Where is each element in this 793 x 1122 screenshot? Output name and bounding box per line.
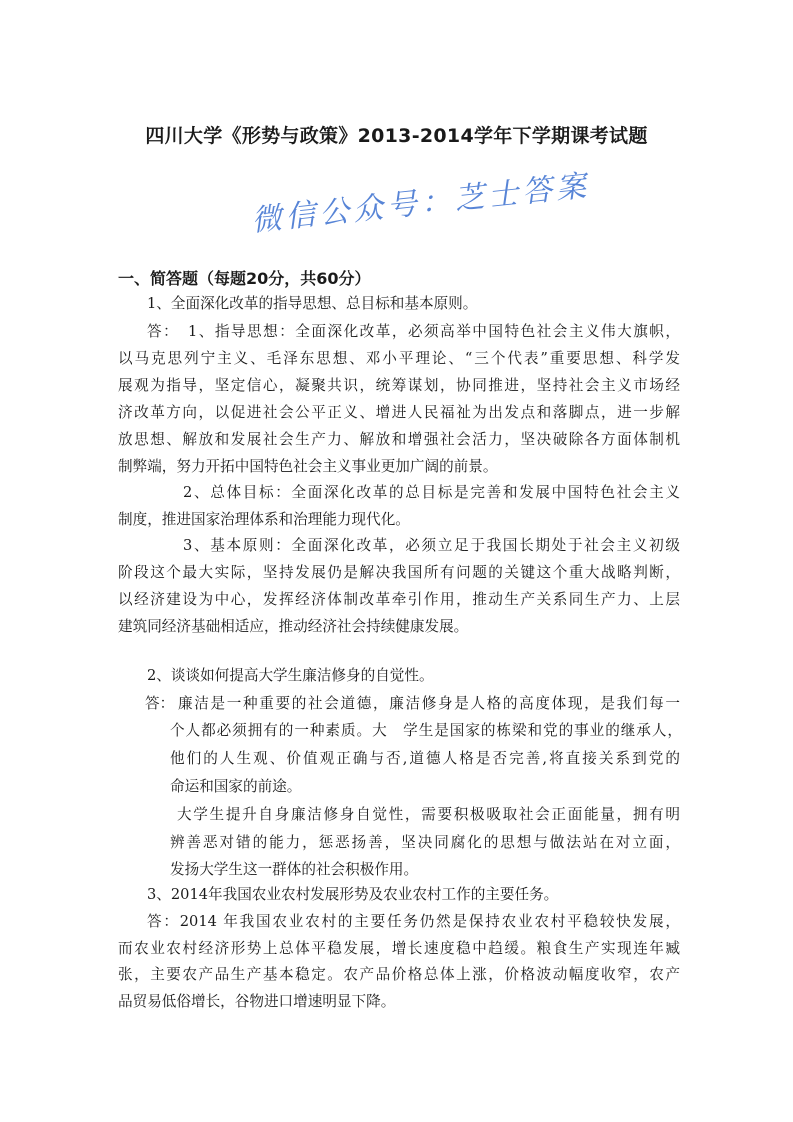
answer-line: 他们的人生观、价值观正确与否,道德人格是否完善,将直接关系到党的 xyxy=(170,750,680,767)
answer-line: 阶段这个最大实际，坚持发展仍是解决我国所有问题的关键这个重大战略判断， xyxy=(118,564,680,581)
answer-line: 发扬大学生这一群体的社会积极作用。 xyxy=(170,861,419,878)
answer-line: 3、基本原则：全面深化改革，必须立足于我国长期处于社会主义初级 xyxy=(183,537,680,554)
question-2: 2、谈谈如何提高大学生廉洁修身的自觉性。 xyxy=(147,667,434,684)
answer-line: 命运和国家的前途。 xyxy=(170,778,302,795)
answer-line: 答：2014 年我国农业农村的主要任务仍然是保持农业农村平稳较快发展， xyxy=(147,913,680,930)
page-title: 四川大学《形势与政策》2013-2014学年下学期课考试题 xyxy=(145,125,648,147)
answer-line: 答： 1、指导思想：全面深化改革，必须高举中国特色社会主义伟大旗帜， xyxy=(147,323,680,340)
section-heading: 一、简答题（每题20分，共60分） xyxy=(118,269,371,288)
watermark: 微信公众号：芝士答案 xyxy=(249,168,592,239)
answer-line: 大学生提升自身廉洁修身自觉性，需要积极吸取社会正面能量，拥有明 xyxy=(177,806,680,823)
answer-line: 2、总体目标：全面深化改革的总目标是完善和发展中国特色社会主义 xyxy=(183,484,680,501)
answer-line: 张，主要农产品生产基本稳定。农产品价格总体上涨，价格波动幅度收窄，农产 xyxy=(118,966,680,983)
answer-line: 而农业农村经济形势上总体平稳发展，增长速度稳中趋缓。粮食生产实现连年臧 xyxy=(118,940,680,957)
answer-line: 制度，推进国家治理体系和治理能力现代化。 xyxy=(118,511,410,528)
answer-line: 建筑同经济基础相适应，推动经济社会持续健康发展。 xyxy=(118,618,469,635)
question-3: 3、2014年我国农业农村发展形势及农业农村工作的主要任务。 xyxy=(147,886,559,903)
answer-line: 辨善恶对错的能力，惩恶扬善，坚决同腐化的思想与做法站在对立面， xyxy=(170,834,680,851)
answer-line: 放思想、解放和发展社会生产力、解放和增强社会活力，坚决破除各方面体制机 xyxy=(118,431,680,448)
answer-label: 答： xyxy=(145,695,175,712)
answer-line: 廉洁是一种重要的社会道德，廉洁修身是人格的高度体现，是我们每一 xyxy=(178,695,680,712)
answer-line: 以马克思列宁主义、毛泽东思想、邓小平理论、“三个代表”重要思想、科学发 xyxy=(118,350,680,367)
answer-line: 济改革方向，以促进社会公平正义、增进人民福祉为出发点和落脚点，进一步解 xyxy=(118,404,680,421)
answer-line: 制弊端，努力开拓中国特色社会主义事业更加广阔的前景。 xyxy=(118,458,498,475)
question-1: 1、全面深化改革的指导思想、总目标和基本原则。 xyxy=(147,295,478,312)
answer-line: 展观为指导，坚定信心，凝聚共识，统筹谋划，协同推进，坚持社会主义市场经 xyxy=(118,377,680,394)
answer-line: 品贸易低俗增长，谷物进口增速明显下降。 xyxy=(118,993,396,1010)
answer-line: 个人都必须拥有的一种素质。大 学生是国家的栋梁和党的事业的继承人， xyxy=(170,722,682,739)
answer-line: 以经济建设为中心，发挥经济体制改革牵引作用，推动生产关系同生产力、上层 xyxy=(118,591,680,608)
